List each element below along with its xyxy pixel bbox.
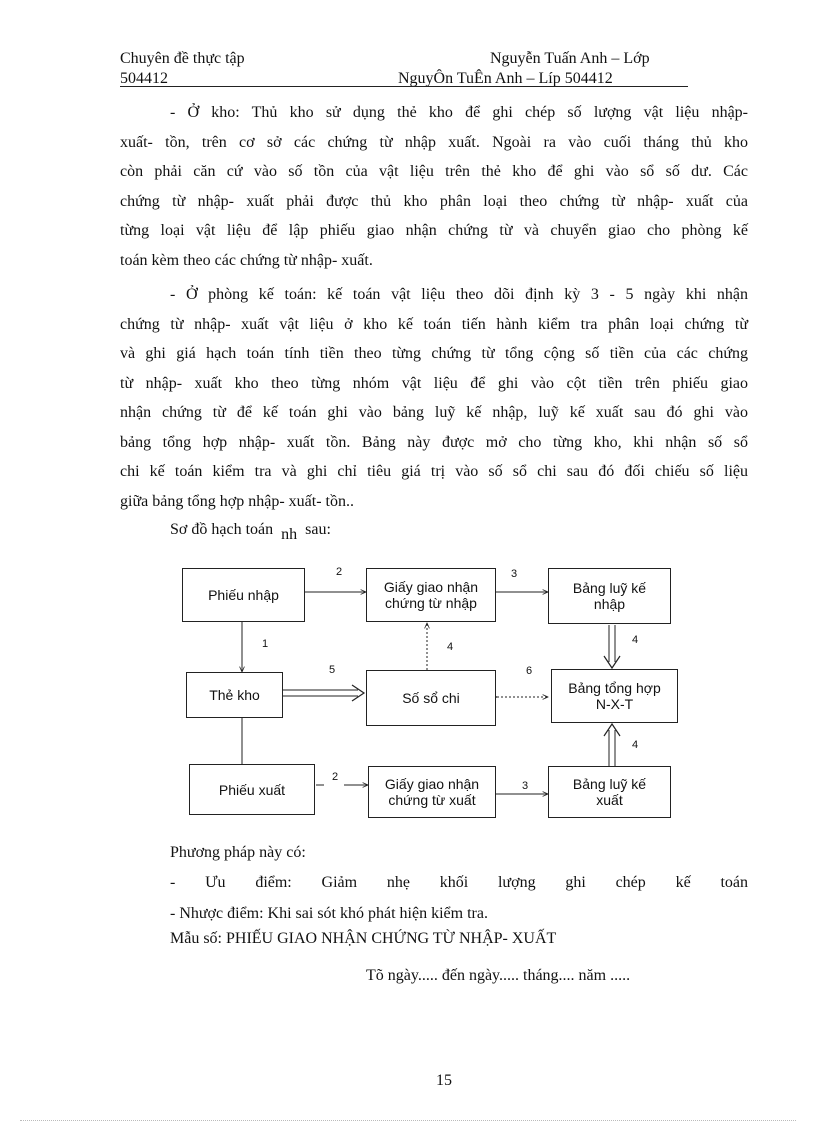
box-label: N-X-T xyxy=(595,696,634,712)
text-line: nhận chứng từ để kế toán ghi vào bảng luỹ kế nhập, luỹ kế xuất sau đó ghi vào xyxy=(120,404,748,421)
label-2-top: 2 xyxy=(336,566,343,578)
advantage-word: Giảm xyxy=(321,874,358,891)
text-line: giữa bảng tổng hợp nhập- xuất- tồn.. xyxy=(120,492,354,510)
text-line: còn phải căn cứ vào số tồn của vật liệu trên thẻ kho để ghi vào sổ số dư. Các xyxy=(120,163,748,180)
arrow-5-head xyxy=(352,685,364,701)
label-6: 6 xyxy=(526,665,533,677)
box-label: Số sổ chi xyxy=(402,690,460,706)
box-so-so-chi xyxy=(366,670,496,726)
label-4-right-top: 4 xyxy=(632,634,639,646)
advantage-word: khối xyxy=(439,874,469,891)
box-giay-giao-nhan-nhap xyxy=(366,568,496,622)
caption-sub: nh xyxy=(281,526,298,543)
advantage-word: lượng xyxy=(497,874,536,891)
caption-tail: sau: xyxy=(305,521,331,538)
box-label: chứng từ xuất xyxy=(388,792,476,808)
advantage-word: chép xyxy=(615,874,646,891)
text-line: chứng từ nhập- xuất vật liệu ở kho kế toán tiến hành kiểm tra phân loại chứng từ xyxy=(120,315,748,333)
sample-title: Mẫu số: PHIẾU GIAO NHẬN CHỨNG TỪ NHẬP- XUẤT xyxy=(170,930,557,947)
header-right-line2: NguyÔn TuÊn Anh – Líp 504412 xyxy=(398,70,613,87)
advantage-line xyxy=(170,874,748,892)
advantage-dash: - xyxy=(170,874,176,891)
box-label: Giấy giao nhận xyxy=(384,776,480,792)
arrow-4-top-head xyxy=(604,656,620,668)
box-label: chứng từ nhập xyxy=(385,595,477,611)
advantage-word: ghi xyxy=(565,874,586,891)
label-4-right-bottom: 4 xyxy=(632,739,639,751)
box-phieu-xuat xyxy=(189,764,315,815)
text-line: từ nhập- xuất kho theo từng nhóm vật liệu để ghi vào cột tiền trên phiếu giao xyxy=(120,374,748,392)
text-line: chi kế toán kiểm tra và ghi chỉ tiêu giá trị vào số sổ chi sau đó đối chiếu số liệu xyxy=(120,463,748,480)
label-1: 1 xyxy=(262,638,269,650)
advantage-word: nhẹ xyxy=(386,874,410,891)
box-label: Thẻ kho xyxy=(209,687,260,703)
box-phieu-nhap xyxy=(182,568,305,622)
box-label: Phiếu xuất xyxy=(218,781,286,798)
page-bottom-divider xyxy=(20,1120,796,1121)
box-bang-luy-ke-nhap xyxy=(548,568,671,624)
box-label: xuất xyxy=(596,792,623,808)
box-label: Bảng luỹ kế xyxy=(572,580,647,596)
date-range: Tõ ngày..... đến ngày..... tháng.... năm ..... xyxy=(366,967,631,984)
text-line: - Ở phòng kế toán: kế toán vật liệu theo dõi định kỳ 3 - 5 ngày khi nhận xyxy=(170,286,748,303)
header-left-line2: 504412 xyxy=(120,70,168,87)
box-bang-tong-hop xyxy=(551,669,678,723)
box-giay-giao-nhan-xuat xyxy=(368,766,496,818)
box-label: Phiếu nhập xyxy=(208,587,279,603)
method-intro: Phương pháp này có: xyxy=(170,844,306,861)
box-label: Giấy giao nhận xyxy=(383,579,479,595)
header-right-line1: Nguyễn Tuấn Anh – Lớp xyxy=(490,50,650,67)
advantage-word: toán xyxy=(720,874,748,891)
box-bang-luy-ke-xuat xyxy=(548,766,671,818)
box-label: Bảng tổng hợp xyxy=(568,680,661,696)
text-line: từng loại vật liệu để lập phiếu giao nhận chứng từ và chuyển giao cho phòng kế xyxy=(120,222,748,239)
header-left-line1: Chuyên đề thực tập xyxy=(120,50,245,67)
label-3-bottom: 3 xyxy=(522,780,529,792)
box-label: nhập xyxy=(593,596,626,612)
advantage-word: kế xyxy=(675,874,691,891)
label-3-top: 3 xyxy=(511,568,518,580)
text-line: bảng tổng hợp nhập- xuất tồn. Bảng này được mở cho từng kho, khi nhận số sổ xyxy=(120,433,748,451)
text-line: chứng từ nhập- xuất phải được thủ kho phân loại theo chứng từ nhập- xuất của xyxy=(120,192,748,210)
advantage-word: Ưu xyxy=(205,874,226,891)
label-2-bottom: 2 xyxy=(332,771,339,783)
page-number: 15 xyxy=(436,1072,452,1089)
caption-text: Sơ đồ hạch toán xyxy=(170,521,274,538)
label-5: 5 xyxy=(329,664,336,676)
label-4-mid: 4 xyxy=(447,641,454,653)
text-line: và ghi giá hạch toán tính tiền theo từng chứng từ tổng cộng số tiền của các chứng xyxy=(120,345,748,362)
text-line: toán kèm theo các chứng từ nhập- xuất. xyxy=(120,251,373,269)
text-line: - Ở kho: Thủ kho sử dụng thẻ kho để ghi chép số lượng vật liệu nhập- xyxy=(170,104,748,121)
arrow-4-bot-head xyxy=(604,724,620,736)
box-label: Bảng luỹ kế xyxy=(572,776,647,792)
disadvantage-line: - Nhược điểm: Khi sai sót khó phát hiện kiểm tra. xyxy=(170,905,488,922)
text-line: xuất- tồn, trên cơ sở các chứng từ nhập xuất. Ngoài ra vào cuối tháng thủ kho xyxy=(120,133,748,151)
advantage-word: điểm: xyxy=(255,874,292,891)
box-the-kho xyxy=(186,672,283,718)
